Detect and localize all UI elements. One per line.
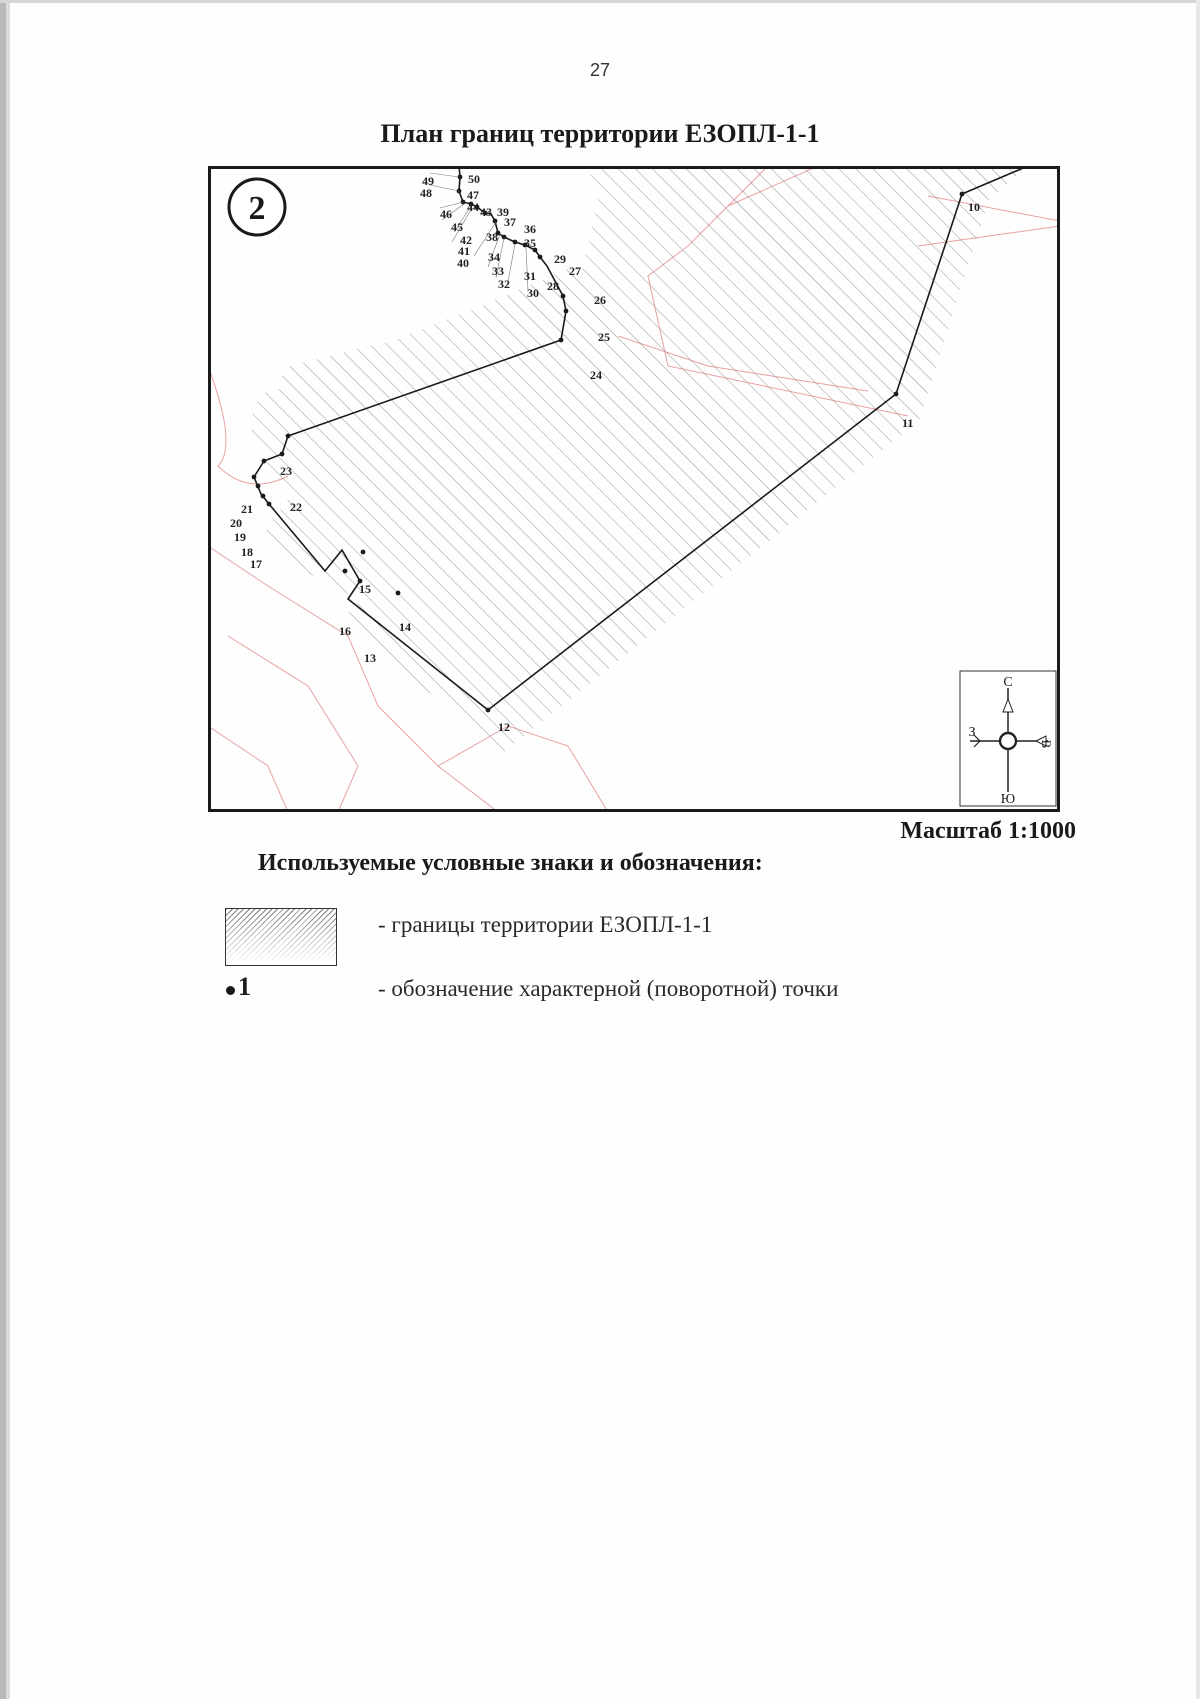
point-label: 15 — [359, 582, 371, 596]
point-marker — [561, 294, 566, 299]
compass-north: С — [1003, 675, 1013, 690]
point-label: 29 — [554, 252, 566, 266]
point-label: 11 — [902, 416, 914, 430]
point-label: 37 — [504, 215, 516, 229]
point-marker — [286, 434, 291, 439]
point-label: 36 — [524, 222, 536, 236]
point-marker — [486, 708, 491, 713]
point-label: 50 — [468, 172, 480, 186]
point-marker — [262, 459, 267, 464]
point-label: 44 — [467, 200, 479, 214]
boundary-map — [208, 166, 1060, 812]
point-marker — [564, 309, 569, 314]
point-label: 32 — [498, 277, 510, 291]
point-label: 43 — [480, 205, 492, 219]
compass — [960, 671, 1056, 807]
point-label: 10 — [968, 200, 980, 214]
point-label: 13 — [364, 651, 376, 665]
scan-edge — [0, 0, 1200, 3]
point-label: 18 — [241, 545, 253, 559]
compass-west: З — [968, 725, 976, 740]
scan-edge — [6, 0, 10, 1699]
point-label: 30 — [527, 286, 539, 300]
leader-lines — [430, 173, 528, 290]
point-marker — [960, 192, 965, 197]
point-marker — [513, 240, 518, 245]
point-label: 20 — [230, 516, 242, 530]
legend-item-territory: - границы территории ЕЗОПЛ-1-1 — [378, 912, 713, 937]
scan-edge — [1196, 0, 1200, 1699]
point-label: 38 — [486, 230, 498, 244]
point-label: 26 — [594, 293, 606, 307]
legend-heading: Используемые условные знаки и обозначения: — [258, 850, 763, 876]
legend-point-symbol — [226, 972, 251, 1002]
point-label: 17 — [250, 557, 262, 571]
sheet-number-badge — [229, 179, 285, 235]
page-number: 27 — [589, 60, 611, 80]
map-scale: Масштаб 1:1000 — [900, 818, 1076, 844]
point-label: 22 — [290, 500, 302, 514]
point-label: 33 — [492, 264, 504, 278]
point-label: 21 — [241, 502, 253, 516]
legend-hatch-swatch — [225, 908, 337, 966]
point-marker — [267, 502, 272, 507]
sheet-number: 2 — [248, 190, 266, 227]
compass-east: В — [1039, 739, 1054, 749]
point-label: 39 — [497, 205, 509, 219]
point-marker — [261, 494, 266, 499]
point-label: 47 — [467, 188, 479, 202]
point-label: 27 — [569, 264, 581, 278]
map-canvas — [208, 166, 1060, 812]
point-label: 40 — [457, 256, 469, 270]
point-label: 19 — [234, 530, 246, 544]
point-marker — [538, 255, 543, 260]
point-label: 45 — [451, 220, 463, 234]
point-label: 28 — [547, 279, 559, 293]
point-marker — [361, 550, 366, 555]
point-label: 42 — [460, 233, 472, 247]
point-marker — [343, 569, 348, 574]
point-label: 35 — [524, 236, 536, 250]
point-marker — [252, 475, 257, 480]
point-marker — [280, 452, 285, 457]
point-label: 12 — [498, 720, 510, 734]
point-label: 46 — [440, 207, 452, 221]
point-label: 41 — [458, 244, 470, 258]
point-marker — [256, 484, 261, 489]
point-label: 24 — [590, 368, 602, 382]
point-label: 23 — [280, 464, 292, 478]
point-marker — [559, 338, 564, 343]
legend-point-number: 1 — [238, 972, 251, 1001]
point-dot-icon — [226, 986, 235, 995]
point-marker — [894, 392, 899, 397]
point-marker — [396, 591, 401, 596]
point-label: 16 — [339, 624, 351, 638]
point-marker — [493, 219, 498, 224]
page-title: План границ территории ЕЗОПЛ-1-1 — [380, 119, 820, 148]
point-label: 49 — [422, 174, 434, 188]
point-label: 34 — [488, 250, 500, 264]
legend-item-point: - обозначение характерной (поворотной) точки — [378, 976, 839, 1001]
point-label: 48 — [420, 186, 432, 200]
point-label: 31 — [524, 269, 536, 283]
point-label: 14 — [399, 620, 411, 634]
point-label: 25 — [598, 330, 610, 344]
compass-south: Ю — [1000, 792, 1016, 807]
